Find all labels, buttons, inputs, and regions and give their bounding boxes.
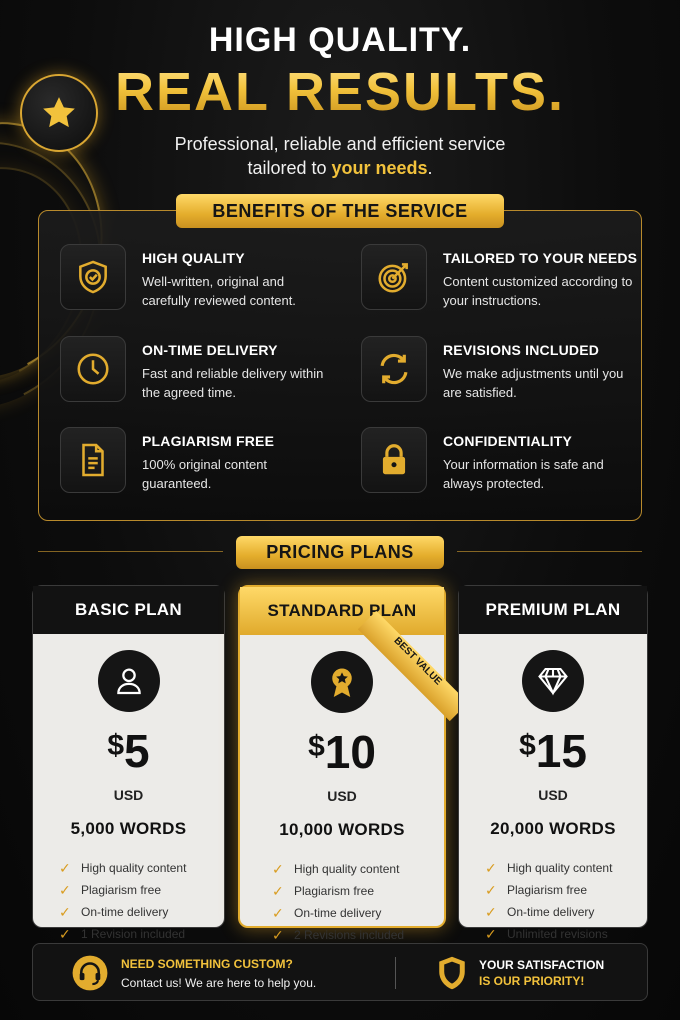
footer-divider [395, 957, 396, 989]
benefit-confidentiality [361, 427, 641, 507]
benefit-high-quality [60, 244, 340, 324]
plan-name: STANDARD PLAN [240, 587, 444, 635]
best-value-ribbon: BEST VALUE [358, 611, 468, 721]
plan-price [459, 722, 647, 787]
feature-item [59, 901, 224, 923]
plan-price [33, 722, 224, 787]
benefit-on-time [60, 336, 340, 416]
check-icon: ✓ [485, 881, 497, 898]
user-icon [98, 650, 160, 712]
benefit-desc: Well-written, original and carefully reviewed content. [142, 274, 296, 308]
hero-line-2: REAL RESULTS. [0, 62, 680, 122]
check-icon: ✓ [59, 925, 71, 942]
feature-item [485, 879, 647, 901]
target-icon [361, 244, 427, 310]
award-medal-icon [311, 651, 373, 713]
feature-label: 1 Revision included [81, 927, 186, 941]
price-currency: $ [519, 729, 536, 762]
lock-icon [361, 427, 427, 493]
feature-item [59, 923, 224, 945]
plan-name: BASIC PLAN [33, 586, 224, 634]
benefit-title: ON-TIME DELIVERY [142, 342, 278, 358]
hero-subtitle [0, 132, 680, 180]
footer-bar [32, 943, 648, 1001]
check-icon: ✓ [272, 926, 284, 943]
divider-line [457, 551, 642, 552]
feature-label: High quality content [507, 861, 613, 875]
benefit-title: PLAGIARISM FREE [142, 433, 275, 449]
benefit-title: REVISIONS INCLUDED [443, 342, 600, 358]
feature-item [59, 879, 224, 901]
plan-words: 10,000 WORDS [279, 820, 405, 839]
clock-icon [60, 336, 126, 402]
plan-features [485, 857, 647, 945]
feature-item [485, 923, 647, 945]
feature-label: High quality content [81, 861, 187, 875]
custom-request-cta[interactable] [71, 954, 316, 992]
feature-label: Plagiarism free [294, 884, 375, 898]
headset-icon [71, 954, 109, 992]
subtitle-text: Professional, reliable and efficient service [174, 134, 506, 154]
check-icon: ✓ [272, 904, 284, 921]
price-currency: $ [308, 730, 325, 763]
divider-line [38, 551, 223, 552]
feature-label: High quality content [294, 862, 400, 876]
check-icon: ✓ [485, 925, 497, 942]
plan-name: PREMIUM PLAN [459, 586, 647, 634]
satisfaction-line-1: YOUR SATISFACTION [479, 958, 605, 972]
benefit-plagiarism-free [60, 427, 340, 507]
feature-item [485, 857, 647, 879]
price-amount: 10 [324, 726, 376, 778]
check-icon: ✓ [485, 903, 497, 920]
refresh-icon [361, 336, 427, 402]
feature-label: On-time delivery [81, 905, 169, 919]
diamond-icon [522, 650, 584, 712]
document-icon [60, 427, 126, 493]
pricing-heading: PRICING PLANS [236, 536, 444, 569]
plan-card-basic[interactable] [32, 585, 225, 942]
benefit-title: CONFIDENTIALITY [443, 433, 572, 449]
feature-label: Plagiarism free [507, 883, 588, 897]
benefit-desc: We make adjustments until you are satisfied. [443, 366, 624, 400]
satisfaction-note [435, 954, 604, 992]
hero-line-1: HIGH QUALITY. [208, 21, 472, 59]
benefit-title: TAILORED TO YOUR NEEDS [443, 250, 638, 266]
subtitle-text: . [427, 158, 433, 178]
hero-header [0, 20, 680, 180]
shield-icon [435, 954, 469, 992]
plan-words: 5,000 WORDS [70, 819, 187, 838]
price-unit: USD [327, 788, 357, 804]
benefit-desc: Fast and reliable delivery within the agreed time. [142, 366, 324, 400]
feature-label: Plagiarism free [81, 883, 162, 897]
plan-card-premium[interactable] [458, 585, 648, 942]
benefit-title: HIGH QUALITY [142, 250, 245, 266]
benefit-desc: Content customized according to your instructions. [443, 274, 633, 308]
plan-price [240, 723, 444, 788]
benefit-desc: 100% original content guaranteed. [142, 457, 268, 491]
check-icon: ✓ [59, 903, 71, 920]
feature-item [272, 858, 444, 880]
price-currency: $ [107, 729, 125, 762]
subtitle-text: tailored to [247, 158, 327, 178]
check-icon: ✓ [59, 881, 71, 898]
satisfaction-line-2: IS OUR PRIORITY! [479, 974, 585, 988]
feature-item [59, 857, 224, 879]
benefits-heading: BENEFITS OF THE SERVICE [176, 194, 504, 228]
custom-subtitle: Contact us! We are here to help you. [121, 975, 317, 990]
plan-features [272, 858, 444, 946]
plan-words: 20,000 WORDS [490, 819, 616, 838]
check-icon: ✓ [59, 859, 71, 876]
feature-label: On-time delivery [294, 906, 382, 920]
benefit-revisions [361, 336, 641, 416]
feature-item [272, 880, 444, 902]
feature-label: 2 Revisions included [294, 928, 405, 942]
plan-features [59, 857, 224, 945]
feature-label: Unlimited revisions [507, 927, 608, 941]
check-icon: ✓ [272, 860, 284, 877]
price-unit: USD [113, 787, 144, 803]
price-amount: 15 [535, 725, 587, 777]
check-icon: ✓ [272, 882, 284, 899]
plan-card-standard[interactable] [238, 585, 446, 943]
shield-check-icon [60, 244, 126, 310]
benefit-desc: Your information is safe and always protected. [443, 457, 604, 491]
check-icon: ✓ [485, 859, 497, 876]
custom-title: NEED SOMETHING CUSTOM? [121, 956, 293, 971]
price-unit: USD [538, 787, 568, 803]
feature-item [272, 902, 444, 924]
feature-item [485, 901, 647, 923]
price-amount: 5 [124, 725, 150, 777]
feature-label: On-time delivery [507, 905, 595, 919]
benefit-tailored [361, 244, 641, 324]
subtitle-accent: your needs [331, 158, 428, 178]
